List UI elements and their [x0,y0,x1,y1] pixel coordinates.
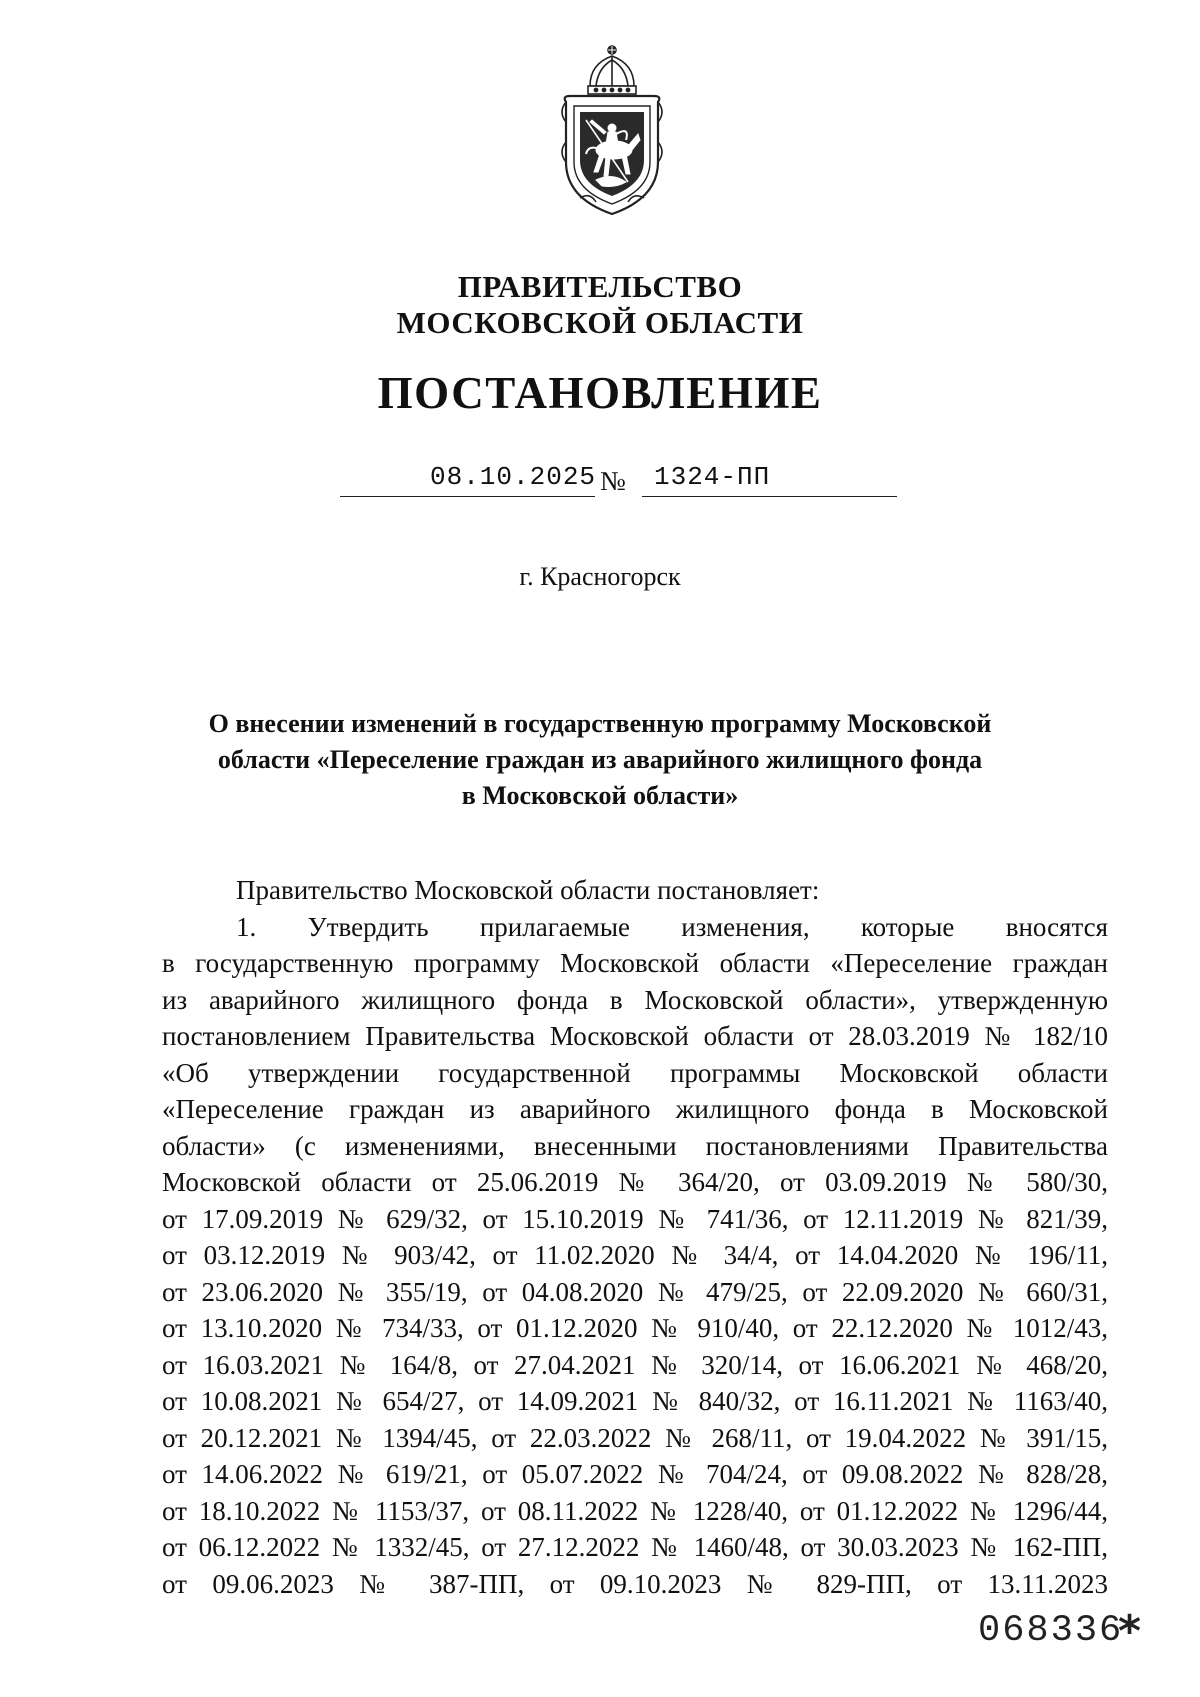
body-line: от 06.12.2022 № 1332/45, от 27.12.2022 № 1460/48, от 30.03.2023 № 162-ПП, [162,1532,1108,1562]
body-line: от 09.06.2023 № 387-ПП, от 09.10.2023 № 829-ПП, от 13.11.2023 [162,1568,1108,1599]
body-line: от 23.06.2020 № 355/19, от 04.08.2020 № 479/25, от 22.09.2020 № 660/31, [162,1276,1108,1307]
body-line: от 13.10.2020 № 734/33, от 01.12.2020 № 910/40, от 22.12.2020 № 1012/43, [162,1313,1108,1343]
serial-number: 068336 [978,1610,1124,1652]
body-line: из аварийного жилищного фонда в Московской области», утвержденную [162,984,1108,1015]
body-line: «Об утверждении государственной программы Московской области [162,1057,1108,1088]
number-sign: № [600,466,626,496]
date-underline [340,496,595,497]
document-title [150,706,1050,814]
body-line: 1. Утвердить прилагаемые изменения, которые вносятся [236,911,1108,942]
body-line: от 14.06.2022 № 619/21, от 05.07.2022 № 704/24, от 09.08.2022 № 828/28, [162,1459,1108,1489]
document-date: 08.10.2025 [430,462,597,492]
body-line: от 03.12.2019 № 903/42, от 11.02.2020 № 34/4, от 14.04.2020 № 196/11, [162,1240,1108,1270]
body-line: от 20.12.2021 № 1394/45, от 22.03.2022 № 268/11, от 19.04.2022 № 391/15, [162,1422,1108,1453]
document-body [162,872,1108,1602]
body-line: области» (с изменениями, внесенными постановлениями Правительства [162,1130,1108,1161]
body-line: в государственную программу Московской области «Переселение граждан [162,948,1108,978]
body-line: постановлением Правительства Московской области от 28.03.2019 № 182/10 [162,1021,1108,1051]
title-line: О внесении изменений в государственную программу Московской [208,709,992,738]
asterisk-mark: * [1118,1606,1142,1657]
title-line: области «Переселение граждан из аварийного жилищного фонда [217,745,983,774]
document-number: 1324-ПП [654,462,771,492]
org-name-line-1: ПРАВИТЕЛЬСТВО [457,269,743,304]
document-type: ПОСТАНОВЛЕНИЕ [377,368,823,418]
preamble: Правительство Московской области постановляет: [236,875,820,905]
number-underline [642,496,897,497]
coat-of-arms-icon [556,42,668,218]
body-line: от 17.09.2019 № 629/32, от 15.10.2019 № 741/36, от 12.11.2019 № 821/39, [162,1203,1108,1234]
body-line: от 10.08.2021 № 654/27, от 14.09.2021 № 840/32, от 16.11.2021 № 1163/40, [162,1386,1108,1416]
org-name-line-2: МОСКОВСКОЙ ОБЛАСТИ [396,305,804,340]
body-line: от 18.10.2022 № 1153/37, от 08.11.2022 № 1228/40, от 01.12.2022 № 1296/44, [162,1495,1108,1526]
body-line: Московской области от 25.06.2019 № 364/20, от 03.09.2019 № 580/30, [162,1167,1108,1197]
body-line: «Переселение граждан из аварийного жилищного фонда в Московской [162,1094,1108,1124]
date-number-line [0,462,1200,502]
title-line: в Московской области» [461,781,739,810]
city: г. Красногорск [519,562,681,591]
body-line: от 16.03.2021 № 164/8, от 27.04.2021 № 320/14, от 16.06.2021 № 468/20, [162,1349,1108,1380]
